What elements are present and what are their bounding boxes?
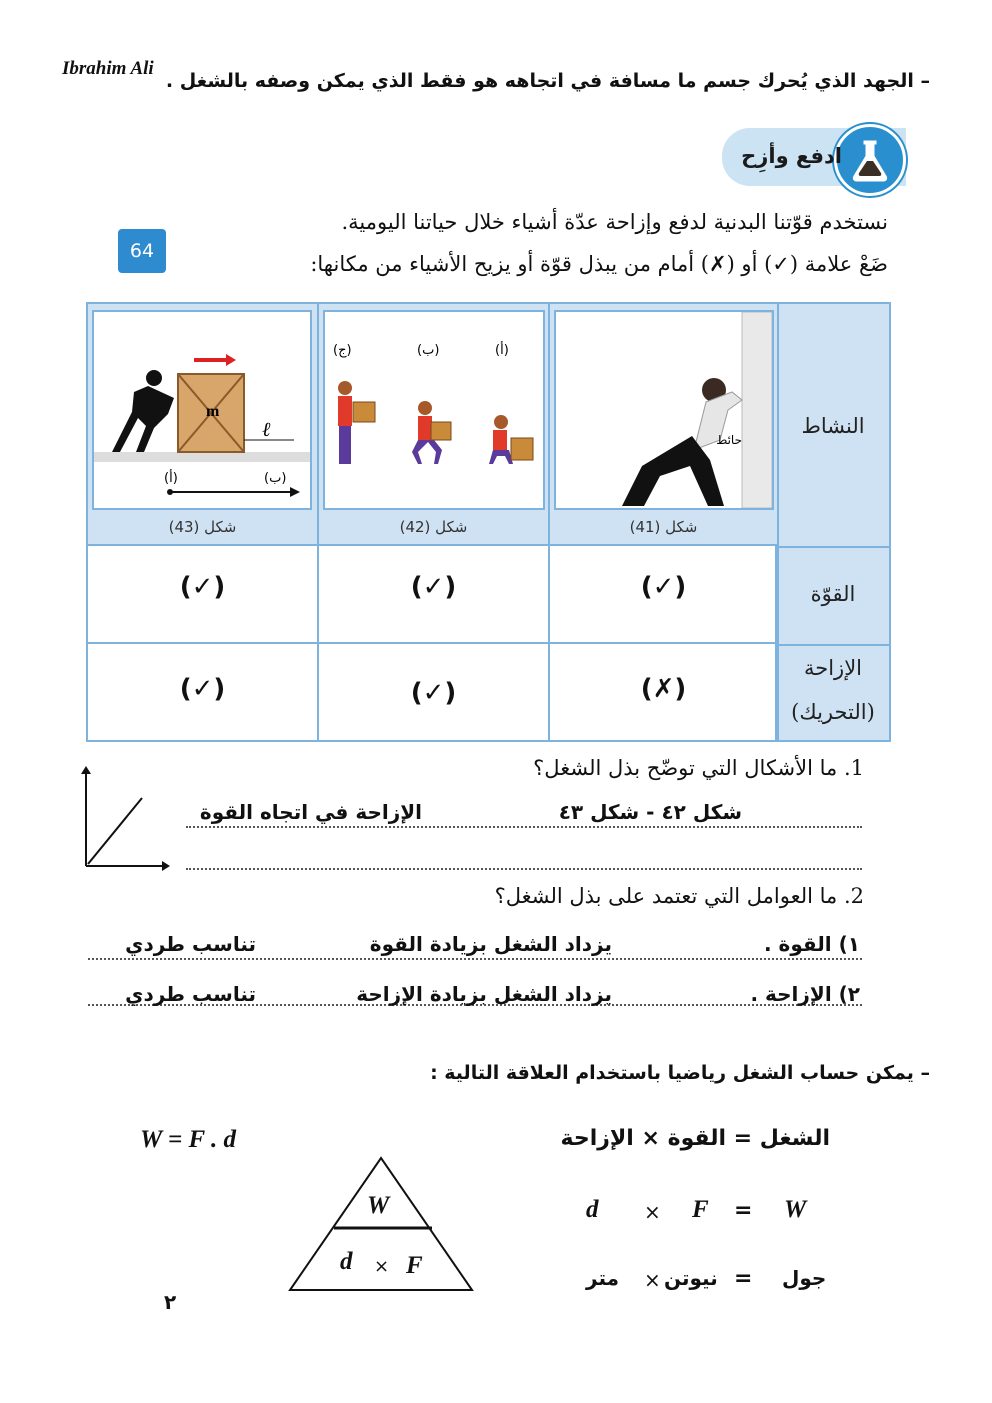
force-mark-fig42: (✓) <box>410 572 457 602</box>
disp-mark-fig42: (✓) <box>410 678 457 708</box>
unit-equals: = <box>734 1266 753 1291</box>
sym-w: W <box>784 1196 807 1223</box>
factor-1-rule: يزداد الشغل بزيادة القوة <box>369 932 612 956</box>
instruction-line-2: ضَعْ علامة (✓) أو (✗) أمام من يبذل قوّة أو يزيح الأشياء من مكانها: <box>310 252 888 276</box>
author-name: Ibrahim Ali <box>62 58 154 79</box>
cell-fig42 <box>319 304 550 546</box>
row-header-displacement-sub: (التحريك) <box>791 700 875 724</box>
wall-label: حائط <box>716 433 742 447</box>
cell-disp-fig43 <box>88 644 319 740</box>
factor-1-relation: تناسب طردي <box>125 932 256 956</box>
unit-joule: جول <box>782 1266 827 1290</box>
cell-force-fig42 <box>319 546 550 644</box>
unit-meter: متر <box>586 1266 619 1290</box>
sym-equals: = <box>734 1198 753 1223</box>
fig42-label-b: (ب) <box>417 343 440 358</box>
figure-42-image <box>323 310 545 510</box>
unit-times: × <box>644 1268 661 1292</box>
formula-intro: – يمكن حساب الشغل رياضيا باستخدام العلاقة التالية : <box>430 1062 930 1084</box>
factor-1: ١) القوة . <box>764 932 860 956</box>
length-label: ℓ <box>262 419 271 441</box>
answer-1-figures: شكل ٤٢ - شكل ٤٣ <box>558 800 742 824</box>
flask-icon <box>834 124 906 196</box>
fig42-label-c: (ج) <box>333 343 352 358</box>
formula-symbolic: W = F . d <box>140 1126 236 1153</box>
cell-force-fig43 <box>88 546 319 644</box>
sym-f: F <box>692 1196 709 1223</box>
row-header-displacement: الإزاحة <box>803 656 863 680</box>
force-mark-fig43: (✓) <box>179 572 226 602</box>
unit-newton: نيوتن <box>664 1266 718 1290</box>
row-header-force: القوّة <box>810 582 856 606</box>
figure-43-caption: شكل (43) <box>168 518 237 536</box>
activity-table <box>86 302 891 742</box>
page-number: ٢ <box>164 1290 177 1314</box>
page-badge: 64 <box>118 229 166 273</box>
sym-d: d <box>586 1196 599 1223</box>
triangle-f: F <box>406 1252 423 1279</box>
point-a-label: (أ) <box>164 471 178 486</box>
fig42-label-a: (أ) <box>495 343 509 358</box>
figure-41-caption: شكل (41) <box>629 518 698 536</box>
cell-force-fig41 <box>550 546 779 644</box>
answer-line-3 <box>88 958 862 960</box>
instruction-line-1: نستخدم قوّتنا البدنية لدفع وإزاحة عدّة أشياء خلال حياتنا اليومية. <box>341 210 888 234</box>
triangle-times: × <box>374 1256 390 1277</box>
figure-41-image <box>554 310 774 510</box>
triangle-d: d <box>340 1248 353 1275</box>
answer-1-note: الإزاحة في اتجاه القوة <box>199 800 422 824</box>
figure-43-image <box>92 310 312 510</box>
question-1: 1. ما الأشكال التي توضّح بذل الشغل؟ <box>533 756 864 780</box>
cell-fig43 <box>88 304 319 546</box>
disp-mark-fig43: (✓) <box>179 674 226 704</box>
factor-2: ٢) الإزاحة . <box>750 982 860 1006</box>
question-2: 2. ما العوامل التي تعتمد على بذل الشغل؟ <box>494 884 864 908</box>
row-header-activity: النشاط <box>801 414 865 438</box>
cell-disp-fig41 <box>550 644 779 740</box>
section-title: ادفع وأزِح <box>741 144 842 168</box>
answer-line-2 <box>186 868 862 870</box>
factor-2-rule: يزداد الشغل بزيادة الإزاحة <box>356 982 612 1006</box>
answer-line-1 <box>186 826 862 828</box>
formula-arabic: الشغل = القوة × الإزاحة <box>560 1126 830 1151</box>
disp-mark-fig41: (✗) <box>640 674 687 704</box>
mass-label: m <box>206 403 220 420</box>
proportional-graph <box>78 766 174 872</box>
cell-disp-fig42 <box>319 644 550 740</box>
cell-fig41 <box>550 304 779 546</box>
figure-42-caption: شكل (42) <box>399 518 468 536</box>
force-mark-fig41: (✓) <box>640 572 687 602</box>
triangle-top: W <box>367 1192 390 1219</box>
intro-statement: – الجهد الذي يُحرك جسم ما مسافة في اتجاهه هو فقط الذي يمكن وصفه بالشغل . <box>165 70 930 92</box>
factor-2-relation: تناسب طردي <box>125 982 256 1006</box>
point-b-label: (ب) <box>264 471 287 486</box>
sym-times: × <box>644 1200 661 1224</box>
